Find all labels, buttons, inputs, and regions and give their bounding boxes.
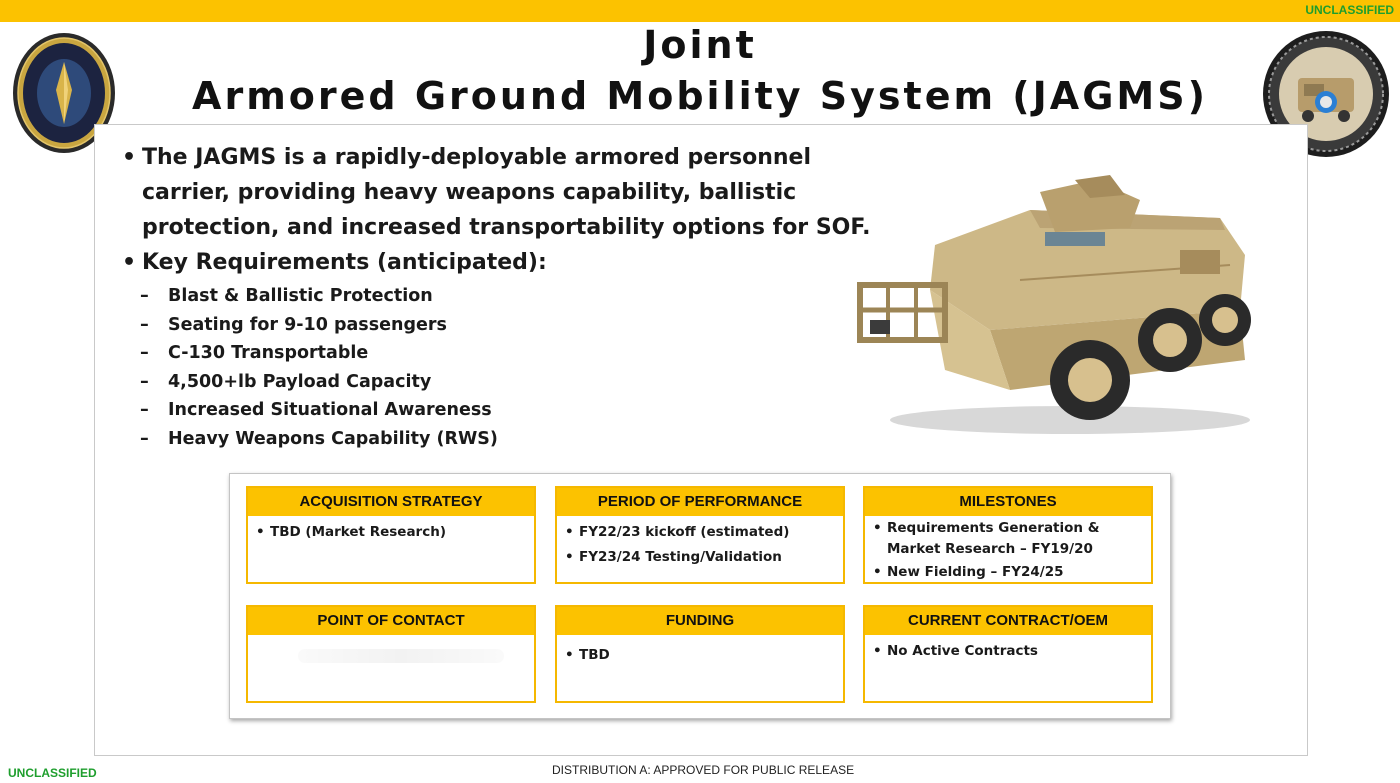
period-of-performance-card	[555, 486, 845, 584]
list-item: – C-130 Transportable	[140, 343, 369, 363]
list-item: – Heavy Weapons Capability (RWS)	[140, 428, 498, 449]
top-banner	[0, 0, 1400, 22]
key-requirements-heading: Key Requirements (anticipated):	[142, 250, 547, 275]
overview-text: The JAGMS is a rapidly-deployable armored personnel carrier, providing heavy weapons capability, ballistic protection, and increased transportability options for SOF.	[142, 145, 871, 240]
card-title: PERIOD OF PERFORMANCE	[557, 488, 843, 516]
acquisition-strategy-card	[246, 486, 536, 584]
funding-card	[555, 605, 845, 703]
bullet-icon: •	[122, 145, 137, 170]
card-title: MILESTONES	[865, 488, 1151, 516]
card-title: CURRENT CONTRACT/OEM	[865, 607, 1151, 635]
list-item: • FY22/23 kickoff (estimated)	[565, 524, 790, 540]
list-item: • TBD (Market Research)	[256, 524, 446, 540]
point-of-contact-card	[246, 605, 536, 703]
list-item: • FY23/24 Testing/Validation	[565, 549, 782, 565]
title-line-1: Joint	[643, 23, 757, 67]
requirements-section	[122, 140, 902, 453]
overview-bullet	[122, 140, 902, 245]
redacted-contact	[298, 649, 504, 663]
program-summary-grid	[229, 473, 1171, 719]
list-item: – Blast & Ballistic Protection	[140, 286, 433, 306]
milestones-card	[863, 486, 1153, 584]
list-item: – Increased Situational Awareness	[140, 400, 492, 420]
list-item: • No Active Contracts	[873, 643, 1038, 659]
classification-bottom: UNCLASSIFIED	[8, 766, 97, 780]
card-title: FUNDING	[557, 607, 843, 635]
list-item: • New Fielding – FY24/25	[873, 564, 1064, 580]
list-item: – 4,500+lb Payload Capacity	[140, 371, 432, 392]
key-requirements-bullet	[122, 245, 902, 280]
armored-vehicle-image	[840, 170, 1260, 440]
list-item: • TBD	[565, 647, 610, 663]
title-line-2: Armored Ground Mobility System (JAGMS)	[192, 74, 1208, 118]
bullet-icon: •	[122, 250, 137, 275]
list-item: – Seating for 9-10 passengers	[140, 314, 447, 335]
current-contract-card	[863, 605, 1153, 703]
list-item: • Requirements Generation & Market Research – FY19/20	[873, 520, 1100, 557]
requirements-list	[140, 282, 902, 453]
card-title: ACQUISITION STRATEGY	[248, 488, 534, 516]
distribution-statement: DISTRIBUTION A: APPROVED FOR PUBLIC RELEASE	[552, 763, 855, 777]
card-title: POINT OF CONTACT	[248, 607, 534, 635]
classification-top: UNCLASSIFIED	[1305, 3, 1394, 17]
